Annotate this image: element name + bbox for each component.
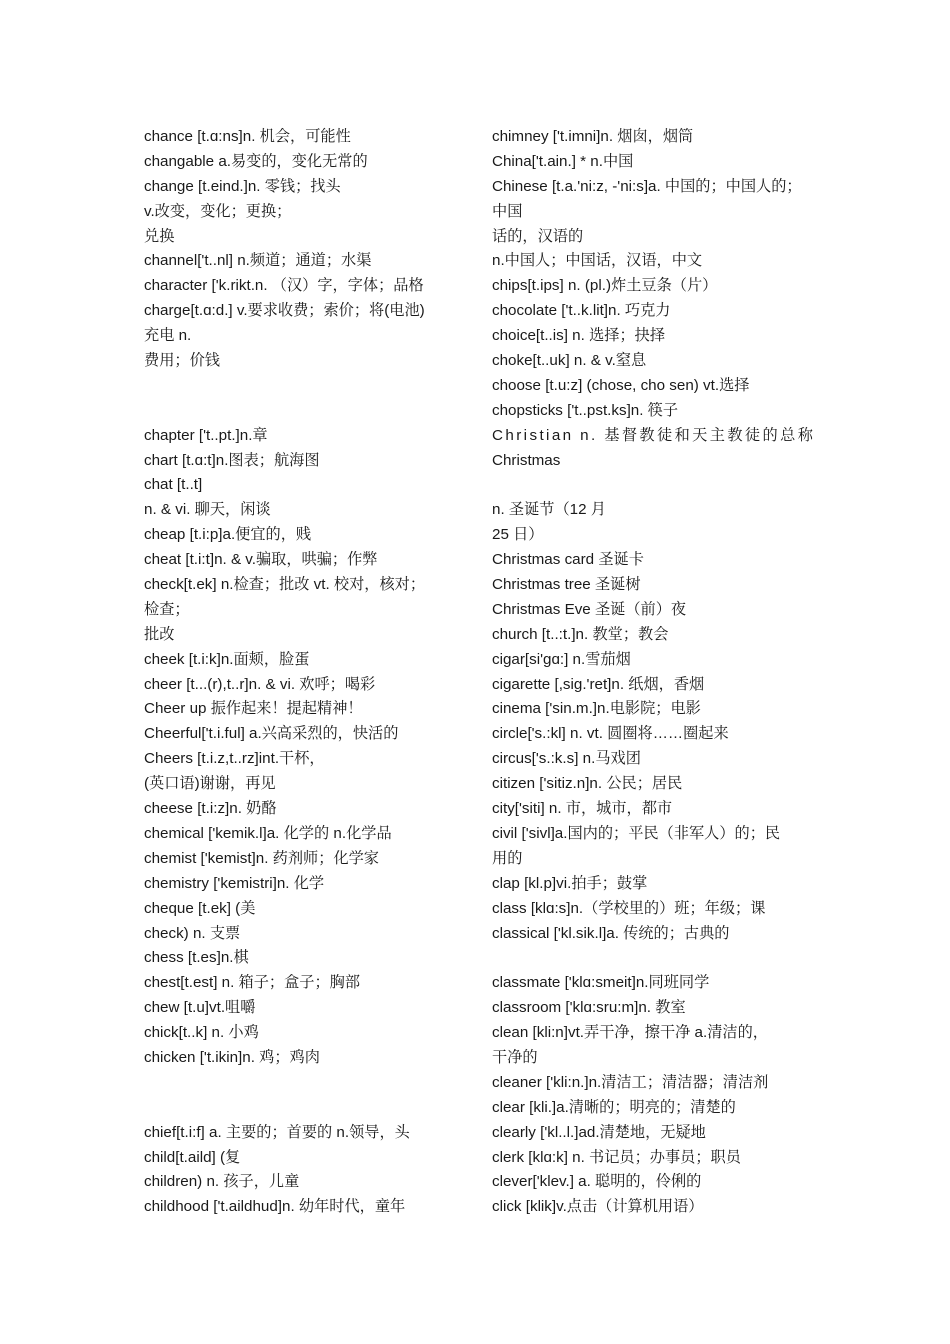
entry-line: n. 圣诞节（12 月 xyxy=(492,501,606,519)
entry-line: chemist ['kemist]n. 药剂师；化学家 xyxy=(144,849,379,867)
blank-line xyxy=(144,1071,464,1096)
entry-line: cheque [t.ek] (美 xyxy=(144,899,256,917)
entry-line: n.中国人；中国话，汉语，中文 xyxy=(492,252,703,270)
entry-line: chest[t.est] n. 箱子；盒子；胸部 xyxy=(144,974,361,992)
entry-line: cheap [t.i:p]a.便宜的，贱 xyxy=(144,526,312,544)
entry-line: cinema ['sin.m.]n.电影院；电影 xyxy=(492,700,701,718)
entry-line: Cheer up 振作起来！提起精神！ xyxy=(144,700,363,718)
entry-line: circus['s.:k.s] n.马戏团 xyxy=(492,750,641,768)
entry-line: change [t.eind.]n. 零钱；找头 xyxy=(144,177,341,195)
entry-line: changable a.易变的，变化无常的 xyxy=(144,152,368,170)
entry-line: (英口语)谢谢，再见 xyxy=(144,775,276,793)
entry-line: cigarette [,sig.'ret]n. 纸烟，香烟 xyxy=(492,675,705,693)
left-column xyxy=(144,125,464,1220)
entry-line: child[t.aild] (复 xyxy=(144,1148,241,1166)
entry-line: chemistry ['kemistri]n. 化学 xyxy=(144,874,325,892)
entry-line: city['siti] n. 市，城市，都市 xyxy=(492,800,673,818)
entry-line: children) n. 孩子，儿童 xyxy=(144,1173,300,1191)
entry-line: classical ['kl.sik.l]a. 传统的；古典的 xyxy=(492,924,730,942)
entry-line: clap [kl.p]vi.拍手；鼓掌 xyxy=(492,874,648,892)
entry-line: church [t..:t.]n. 教堂；教会 xyxy=(492,625,669,643)
entry-line: cleaner ['kli:n.]n.清洁工；清洁器；清洁剂 xyxy=(492,1073,769,1091)
blank-line xyxy=(144,399,464,424)
entry-line: classmate ['klɑ:smeit]n.同班同学 xyxy=(492,974,710,992)
entry-line: 检查； xyxy=(144,600,190,618)
entry-line: Christmas Eve 圣诞（前）夜 xyxy=(492,600,687,618)
entry-line: clean [kli:n]vt.弄干净，擦干净 a.清洁的， xyxy=(492,1024,768,1042)
blank-line xyxy=(492,473,822,498)
entry-line: choke[t..uk] n. & v.窒息 xyxy=(492,352,647,370)
entry-line: check[t.ek] n.检查；批改 vt. 校对，核对； xyxy=(144,576,426,594)
entry-line: character ['k.rikt.n. （汉）字，字体；品格 xyxy=(144,277,424,295)
entry-line: clerk [klɑ:k] n. 书记员；办事员；职员 xyxy=(492,1148,741,1166)
entry-line: 中国 xyxy=(492,202,523,220)
entry-line: 25 日） xyxy=(492,526,544,544)
entry-line: cheek [t.i:k]n.面颊，脸蛋 xyxy=(144,650,310,668)
entry-line: cigar[si'gɑ:] n.雪茄烟 xyxy=(492,650,631,668)
entry-line: Cheers [t.i.z,t..rz]int.干杯， xyxy=(144,750,325,768)
entry-line: citizen ['sitiz.n]n. 公民；居民 xyxy=(492,775,683,793)
entry-line: Chinese [t.a.'ni:z, -'ni:s]a. 中国的；中国人的； xyxy=(492,177,802,195)
blank-line xyxy=(144,374,464,399)
entry-line: childhood ['t.aildhud]n. 幼年时代，童年 xyxy=(144,1198,406,1216)
blank-line xyxy=(144,1096,464,1121)
entry-line: chapter ['t..pt.]n.章 xyxy=(144,426,268,444)
entry-line: cheese [t.i:z]n. 奶酪 xyxy=(144,800,277,818)
entry-line: chicken ['t.ikin]n. 鸡；鸡肉 xyxy=(144,1048,320,1066)
entry-line: Christmas card 圣诞卡 xyxy=(492,551,644,569)
entry-line: chemical ['kemik.l]a. 化学的 n.化学品 xyxy=(144,824,392,842)
entry-line: 干净的 xyxy=(492,1048,538,1066)
entry-line: chat [t..t] xyxy=(144,476,203,494)
entry-line: Christian n. 基督教徒和天主教徒的总称 xyxy=(492,426,816,444)
entry-line: clear [kli.]a.清晰的；明亮的；清楚的 xyxy=(492,1098,736,1116)
entry-line: chance [t.ɑ:ns]n. 机会，可能性 xyxy=(144,128,351,145)
entry-line: chart [t.ɑ:t]n.图表；航海图 xyxy=(144,451,320,469)
entry-line: chimney ['t.imni]n. 烟囱，烟筒 xyxy=(492,128,694,145)
entry-line: choose [t.u:z] (chose, cho sen) vt.选择 xyxy=(492,376,750,394)
entry-line: classroom ['klɑ:sru:m]n. 教室 xyxy=(492,999,686,1017)
entry-line: 用的 xyxy=(492,849,523,867)
entry-line: clearly ['kl..l.]ad.清楚地，无疑地 xyxy=(492,1123,706,1141)
entry-line: 话的，汉语的 xyxy=(492,227,584,245)
entry-line: charge[t.ɑ:d.] v.要求收费；索价；将(电池) xyxy=(144,302,425,320)
entry-line: chopsticks ['t..pst.ks]n. 筷子 xyxy=(492,401,679,419)
entry-line: choice[t..is] n. 选择；抉择 xyxy=(492,327,666,345)
entry-line: chief[t.i:f] a. 主要的；首要的 n.领导，头 xyxy=(144,1123,410,1141)
entry-line: 批改 xyxy=(144,625,175,643)
entry-line: 兑换 xyxy=(144,227,175,245)
entry-line: n. & vi. 聊天，闲谈 xyxy=(144,501,271,519)
entry-line: check) n. 支票 xyxy=(144,924,241,942)
entry-line: chess [t.es]n.棋 xyxy=(144,949,249,967)
entry-line: class [klɑ:s]n.（学校里的）班；年级；课 xyxy=(492,899,766,917)
entry-line: chips[t.ips] n. (pl.)炸土豆条（片） xyxy=(492,277,718,295)
entry-line: cheer [t...(r),t..r]n. & vi. 欢呼；喝彩 xyxy=(144,675,376,693)
entry-line: click [klik]v.点击（计算机用语） xyxy=(492,1198,704,1216)
entry-line: channel['t..nl] n.频道；通道；水渠 xyxy=(144,252,372,270)
entry-line: Christmas xyxy=(492,451,561,469)
entry-line: 费用；价钱 xyxy=(144,352,220,370)
entry-line: Cheerful['t.i.ful] a.兴高采烈的，快活的 xyxy=(144,725,399,743)
entry-line: chick[t..k] n. 小鸡 xyxy=(144,1024,259,1042)
entry-line: civil ['sivl]a.国内的；平民（非军人）的；民 xyxy=(492,824,781,842)
blank-line xyxy=(492,946,822,971)
entry-line: 充电 n. xyxy=(144,327,192,345)
entry-line: circle['s.:kl] n. vt. 圆圈将……圈起来 xyxy=(492,725,729,743)
entry-line: China['t.ain.] * n.中国 xyxy=(492,152,634,170)
entry-line: chew [t.u]vt.咀嚼 xyxy=(144,999,256,1017)
entry-line: chocolate ['t..k.lit]n. 巧克力 xyxy=(492,302,671,320)
entry-line: clever['klev.] a. 聪明的，伶俐的 xyxy=(492,1173,702,1191)
right-column xyxy=(492,125,822,1220)
entry-line: Christmas tree 圣诞树 xyxy=(492,576,641,594)
entry-line: v.改变，变化；更换； xyxy=(144,202,292,220)
entry-line: cheat [t.i:t]n. & v.骗取，哄骗；作弊 xyxy=(144,551,378,569)
